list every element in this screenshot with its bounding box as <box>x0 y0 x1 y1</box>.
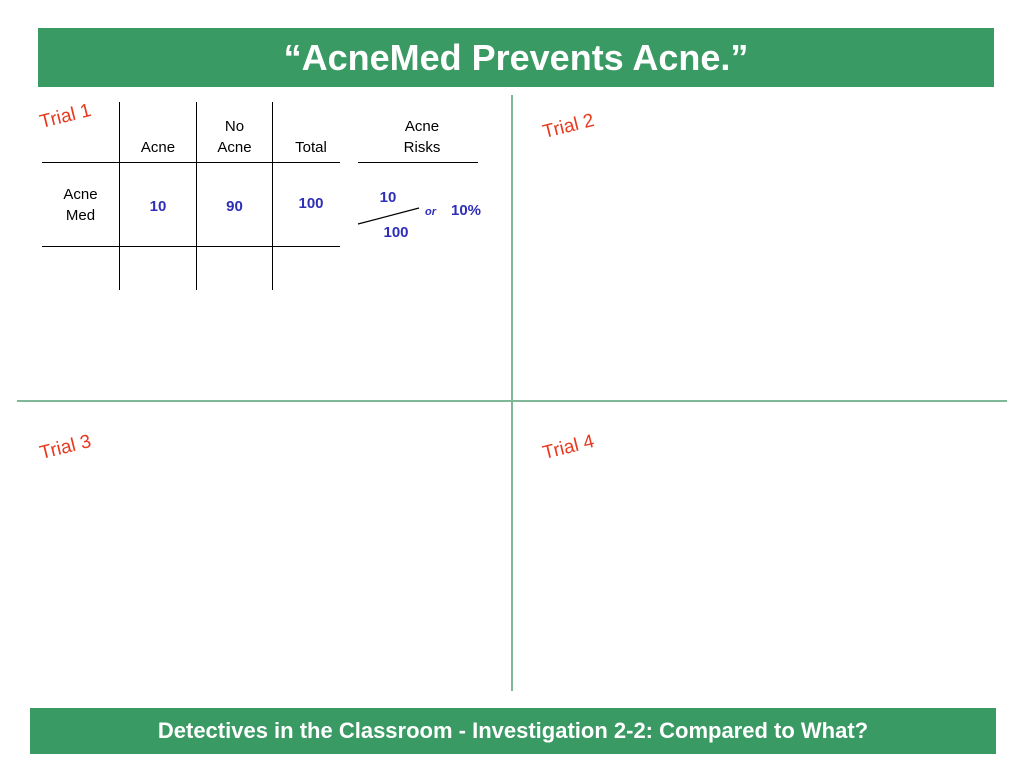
cell-no-acne-value: 90 <box>226 198 243 215</box>
risk-numerator: 10 <box>379 189 397 206</box>
trial-1-label: Trial 1 <box>37 100 94 134</box>
or-text: or <box>425 206 436 218</box>
header-no-acne-line1: No <box>224 118 245 135</box>
trial-3-label: Trial 3 <box>37 431 94 465</box>
trial-4-label: Trial 4 <box>540 431 597 465</box>
table-hline <box>42 246 340 247</box>
cell-total-value: 100 <box>298 195 324 212</box>
header-total: Total <box>295 139 327 156</box>
table-vline <box>119 102 120 290</box>
trial-2-label: Trial 2 <box>540 110 597 144</box>
row-label-line2: Med <box>65 207 96 224</box>
horizontal-divider <box>17 400 1007 402</box>
vertical-divider <box>511 95 513 691</box>
footer-banner: Detectives in the Classroom - Investigation 2-2: Compared to What? <box>30 708 996 754</box>
cell-acne-value: 10 <box>149 198 167 215</box>
risks-underline <box>358 162 478 163</box>
risk-denominator: 100 <box>383 224 409 241</box>
header-no-acne-line2: Acne <box>217 139 252 156</box>
table-hline <box>42 162 340 163</box>
row-label-line1: Acne <box>63 186 98 203</box>
header-acne: Acne <box>140 139 176 156</box>
risks-header-line1: Acne <box>404 118 440 135</box>
slide-title: “AcneMed Prevents Acne.” <box>38 28 994 87</box>
risks-header-line2: Risks <box>403 139 441 156</box>
risk-percent: 10% <box>450 202 482 219</box>
